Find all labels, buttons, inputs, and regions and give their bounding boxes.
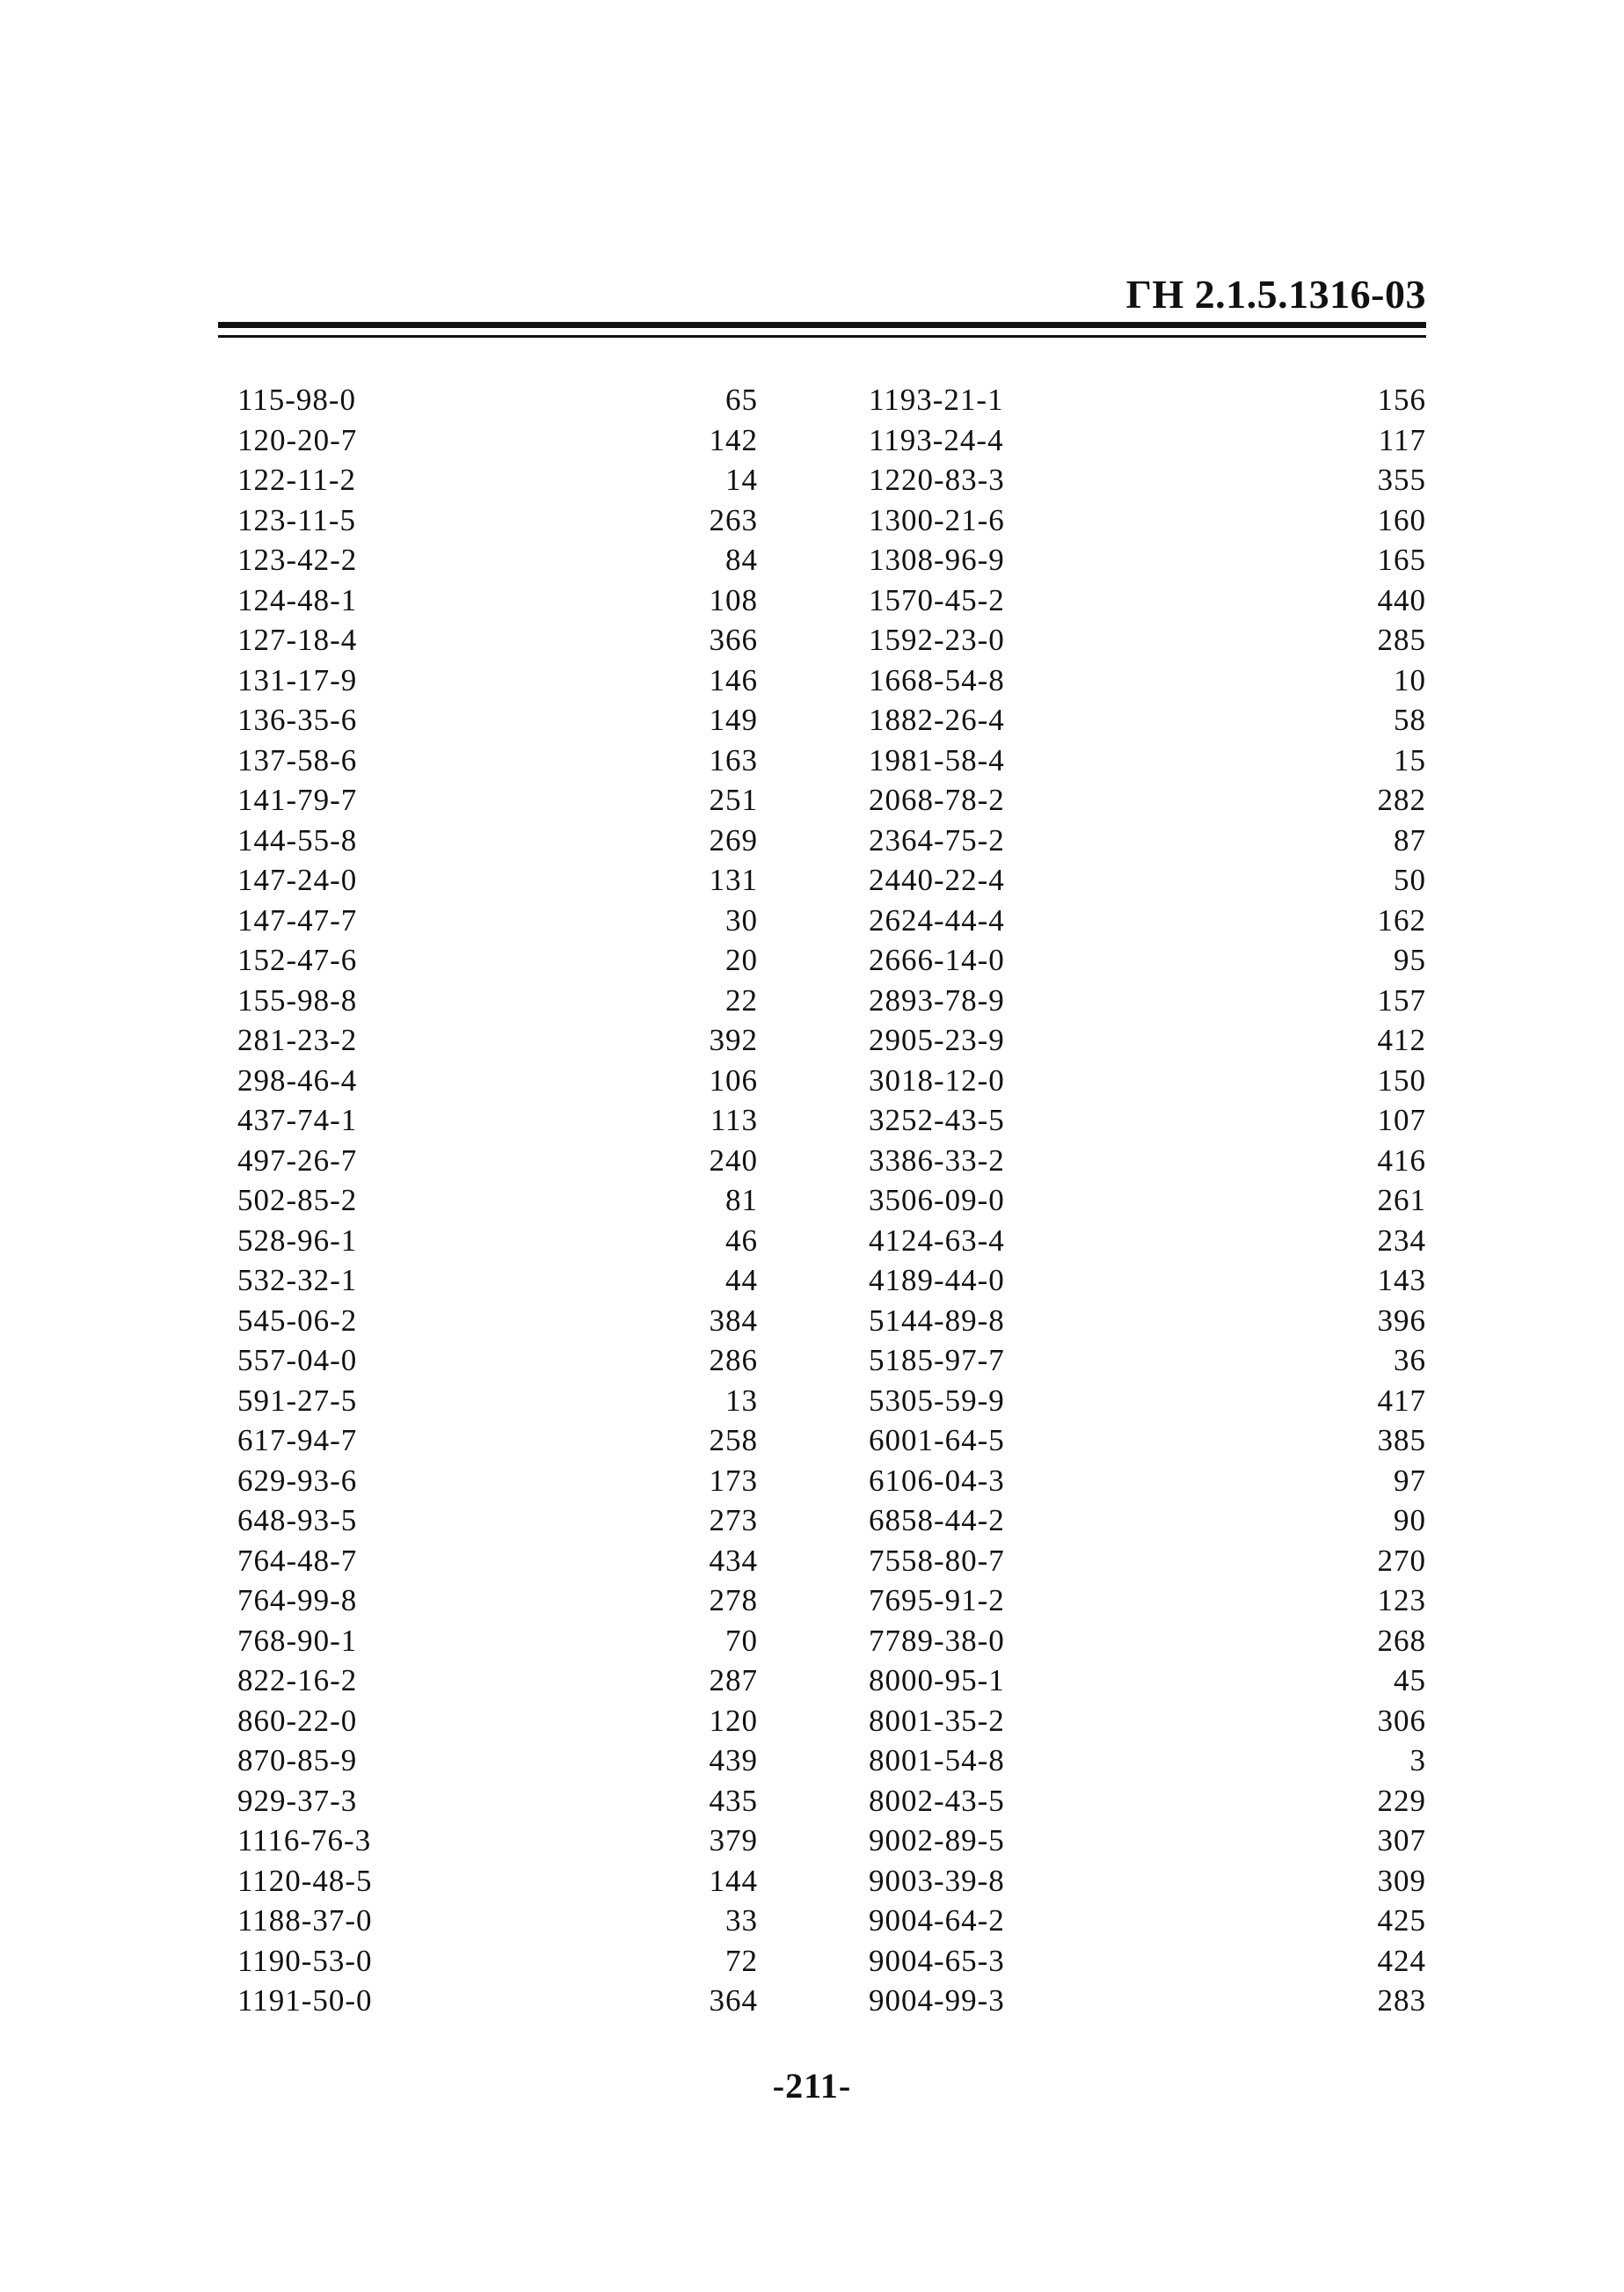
cas-number-right: 1300-21-6 — [869, 502, 1005, 537]
cas-number-right: 7695-91-2 — [869, 1583, 1005, 1617]
cas-number-left: 545-06-2 — [237, 1303, 358, 1338]
cas-number-right: 1668-54-8 — [869, 662, 1005, 697]
cas-number-right: 2666-14-0 — [869, 943, 1005, 977]
page-ref-left: 70 — [725, 1623, 758, 1658]
page-ref-left: 392 — [709, 1023, 758, 1057]
table-row — [218, 1340, 1426, 1381]
page-ref-right: 355 — [1377, 463, 1426, 497]
cas-number-left: 147-24-0 — [237, 863, 358, 897]
cas-index-table — [218, 380, 1426, 2021]
cas-number-right: 2905-23-9 — [869, 1023, 1005, 1057]
cas-number-right: 6858-44-2 — [869, 1503, 1005, 1537]
table-row — [218, 1141, 1426, 1181]
cas-number-left: 123-42-2 — [237, 543, 358, 577]
table-row — [218, 1461, 1426, 1501]
table-row — [218, 1741, 1426, 1781]
page-ref-right: 3 — [1409, 1743, 1426, 1777]
cas-number-left: 152-47-6 — [237, 943, 358, 977]
page-ref-left: 258 — [709, 1423, 758, 1457]
cas-number-left: 764-48-7 — [237, 1543, 358, 1578]
table-row — [218, 1541, 1426, 1581]
cas-number-left: 497-26-7 — [237, 1142, 358, 1178]
cas-number-left: 870-85-9 — [237, 1743, 358, 1777]
page-ref-right: 385 — [1377, 1423, 1426, 1457]
page-ref-right: 268 — [1377, 1623, 1426, 1658]
cas-number-left: 617-94-7 — [237, 1423, 358, 1457]
cas-number-left: 528-96-1 — [237, 1223, 358, 1258]
cas-number-left: 822-16-2 — [237, 1663, 358, 1697]
cas-number-right: 3252-43-5 — [869, 1103, 1005, 1137]
cas-number-right: 7558-80-7 — [869, 1543, 1005, 1578]
page-ref-right: 309 — [1377, 1863, 1426, 1898]
page-ref-right: 261 — [1377, 1183, 1426, 1217]
page-ref-left: 146 — [709, 662, 758, 697]
cas-number-left: 120-20-7 — [237, 422, 358, 457]
page-ref-right: 416 — [1377, 1142, 1426, 1178]
table-row — [218, 1861, 1426, 1901]
cas-number-right: 4189-44-0 — [869, 1263, 1005, 1297]
page-ref-left: 33 — [725, 1903, 758, 1938]
cas-number-left: 147-47-7 — [237, 902, 358, 938]
page-ref-right: 143 — [1377, 1263, 1426, 1297]
cas-number-left: 768-90-1 — [237, 1623, 358, 1658]
table-row — [218, 1061, 1426, 1101]
document-code: ГН 2.1.5.1316-03 — [1125, 272, 1426, 317]
cas-number-right: 2440-22-4 — [869, 863, 1005, 897]
cas-number-right: 9004-99-3 — [869, 1983, 1005, 2018]
page-ref-left: 106 — [709, 1062, 758, 1098]
page-ref-right: 283 — [1377, 1983, 1426, 2018]
cas-number-left: 502-85-2 — [237, 1183, 358, 1217]
table-row — [218, 580, 1426, 621]
table-row — [218, 540, 1426, 580]
page-ref-right: 107 — [1377, 1103, 1426, 1137]
page-ref-right: 15 — [1394, 742, 1426, 777]
cas-number-right: 9002-89-5 — [869, 1823, 1005, 1858]
cas-number-right: 9004-65-3 — [869, 1943, 1005, 1978]
cas-number-right: 9003-39-8 — [869, 1863, 1005, 1898]
cas-number-left: 137-58-6 — [237, 742, 358, 777]
cas-number-left: 131-17-9 — [237, 662, 358, 697]
page-ref-right: 160 — [1377, 502, 1426, 537]
table-row — [218, 420, 1426, 461]
page-ref-left: 240 — [709, 1142, 758, 1178]
page-ref-left: 144 — [709, 1863, 758, 1898]
table-row — [218, 1621, 1426, 1661]
cas-number-left: 281-23-2 — [237, 1023, 358, 1057]
page-ref-left: 131 — [709, 863, 758, 897]
table-row — [218, 1661, 1426, 1701]
cas-number-right: 2068-78-2 — [869, 783, 1005, 817]
cas-number-right: 2364-75-2 — [869, 822, 1005, 858]
table-row — [218, 1580, 1426, 1621]
table-row — [218, 1981, 1426, 2021]
table-row — [218, 981, 1426, 1021]
page-ref-right: 396 — [1377, 1303, 1426, 1338]
page-ref-right: 417 — [1377, 1383, 1426, 1418]
cas-number-left: 123-11-5 — [237, 502, 357, 537]
page-ref-left: 286 — [709, 1343, 758, 1377]
cas-number-right: 1592-23-0 — [869, 623, 1005, 657]
page-ref-right: 270 — [1377, 1543, 1426, 1578]
table-row — [218, 1500, 1426, 1541]
page-ref-left: 251 — [709, 783, 758, 817]
page-ref-right: 440 — [1377, 582, 1426, 617]
page-ref-right: 307 — [1377, 1823, 1426, 1858]
page-ref-right: 412 — [1377, 1023, 1426, 1057]
page-ref-left: 364 — [709, 1983, 758, 2018]
cas-number-right: 1193-24-4 — [869, 422, 1004, 457]
cas-number-right: 3506-09-0 — [869, 1183, 1005, 1217]
cas-number-right: 1882-26-4 — [869, 703, 1005, 737]
page-ref-right: 90 — [1394, 1503, 1426, 1537]
page-ref-left: 14 — [725, 463, 758, 497]
table-row — [218, 741, 1426, 781]
table-row — [218, 1701, 1426, 1741]
page-ref-right: 425 — [1377, 1903, 1426, 1938]
table-row — [218, 460, 1426, 500]
cas-number-right: 6106-04-3 — [869, 1463, 1005, 1498]
page-ref-left: 30 — [725, 902, 758, 938]
cas-number-left: 122-11-2 — [237, 463, 357, 497]
page-ref-left: 273 — [709, 1503, 758, 1537]
cas-number-left: 144-55-8 — [237, 822, 358, 858]
table-row — [218, 1301, 1426, 1341]
page-ref-left: 13 — [725, 1383, 758, 1418]
page-ref-left: 435 — [709, 1783, 758, 1818]
page-ref-right: 150 — [1377, 1062, 1426, 1098]
table-row — [218, 500, 1426, 541]
cas-number-left: 298-46-4 — [237, 1062, 358, 1098]
page-ref-left: 81 — [725, 1183, 758, 1217]
table-row — [218, 1260, 1426, 1301]
page-ref-left: 366 — [709, 623, 758, 657]
cas-number-left: 591-27-5 — [237, 1383, 358, 1418]
cas-number-left: 124-48-1 — [237, 582, 358, 617]
page-ref-right: 165 — [1377, 543, 1426, 577]
table-row — [218, 1221, 1426, 1261]
page-ref-right: 36 — [1394, 1343, 1426, 1377]
table-row — [218, 901, 1426, 941]
cas-number-left: 648-93-5 — [237, 1503, 358, 1537]
page-ref-left: 287 — [709, 1663, 758, 1697]
page-number: -211- — [772, 2066, 852, 2106]
cas-number-right: 2893-78-9 — [869, 982, 1005, 1018]
page-ref-right: 95 — [1394, 943, 1426, 977]
page-ref-left: 434 — [709, 1543, 758, 1578]
cas-number-right: 9004-64-2 — [869, 1903, 1005, 1938]
table-row — [218, 661, 1426, 701]
cas-number-right: 3386-33-2 — [869, 1142, 1005, 1178]
table-row — [218, 700, 1426, 741]
page-ref-left: 113 — [710, 1103, 758, 1137]
cas-number-left: 1191-50-0 — [237, 1983, 373, 2018]
page-ref-right: 306 — [1377, 1703, 1426, 1738]
cas-number-left: 115-98-0 — [237, 383, 357, 417]
page-ref-right: 58 — [1394, 703, 1426, 737]
cas-number-left: 929-37-3 — [237, 1783, 358, 1818]
table-row — [218, 1821, 1426, 1861]
cas-number-right: 8001-35-2 — [869, 1703, 1005, 1738]
table-row — [218, 780, 1426, 821]
cas-number-right: 2624-44-4 — [869, 902, 1005, 938]
page-ref-left: 263 — [709, 502, 758, 537]
page-ref-left: 44 — [725, 1263, 758, 1297]
page-ref-left: 439 — [709, 1743, 758, 1777]
cas-number-left: 1120-48-5 — [237, 1863, 373, 1898]
cas-number-right: 3018-12-0 — [869, 1062, 1005, 1098]
page-ref-left: 142 — [709, 422, 758, 457]
table-row — [218, 860, 1426, 901]
cas-number-right: 8001-54-8 — [869, 1743, 1005, 1777]
page-ref-right: 10 — [1394, 662, 1426, 697]
cas-number-left: 557-04-0 — [237, 1343, 358, 1377]
cas-number-left: 141-79-7 — [237, 783, 358, 817]
cas-number-right: 1220-83-3 — [869, 463, 1005, 497]
page-ref-left: 84 — [725, 543, 758, 577]
table-row — [218, 1020, 1426, 1061]
page-ref-left: 379 — [709, 1823, 758, 1858]
page-ref-left: 72 — [725, 1943, 758, 1978]
cas-number-right: 1193-21-1 — [869, 383, 1004, 417]
page-ref-right: 156 — [1377, 383, 1426, 417]
cas-number-left: 437-74-1 — [237, 1103, 358, 1137]
page-ref-right: 123 — [1377, 1583, 1426, 1617]
cas-number-right: 5305-59-9 — [869, 1383, 1005, 1418]
cas-number-right: 5185-97-7 — [869, 1343, 1005, 1377]
header-rule-thin — [218, 335, 1426, 338]
page-ref-left: 173 — [709, 1463, 758, 1498]
cas-number-left: 1188-37-0 — [237, 1903, 373, 1938]
table-row — [218, 620, 1426, 661]
table-row — [218, 1381, 1426, 1421]
page-ref-left: 149 — [709, 703, 758, 737]
cas-number-right: 5144-89-8 — [869, 1303, 1005, 1338]
page-ref-right: 87 — [1394, 822, 1426, 858]
page-ref-left: 20 — [725, 943, 758, 977]
cas-number-left: 155-98-8 — [237, 982, 358, 1018]
page-ref-left: 384 — [709, 1303, 758, 1338]
table-row — [218, 1100, 1426, 1141]
table-row — [218, 1781, 1426, 1821]
table-row — [218, 1941, 1426, 1982]
table-row — [218, 380, 1426, 420]
page-ref-left: 22 — [725, 982, 758, 1018]
page-ref-right: 45 — [1394, 1663, 1426, 1697]
page-ref-left: 163 — [709, 742, 758, 777]
page-ref-left: 278 — [709, 1583, 758, 1617]
page-ref-right: 162 — [1377, 902, 1426, 938]
table-row — [218, 1180, 1426, 1221]
page-ref-right: 234 — [1377, 1223, 1426, 1258]
page-ref-left: 108 — [709, 582, 758, 617]
page-ref-right: 50 — [1394, 863, 1426, 897]
cas-number-left: 1190-53-0 — [237, 1943, 373, 1978]
cas-number-left: 136-35-6 — [237, 703, 358, 737]
cas-number-right: 6001-64-5 — [869, 1423, 1005, 1457]
cas-number-left: 127-18-4 — [237, 623, 358, 657]
page-ref-right: 229 — [1377, 1783, 1426, 1818]
cas-number-right: 1570-45-2 — [869, 582, 1005, 617]
page-ref-right: 157 — [1377, 982, 1426, 1018]
page-ref-left: 120 — [709, 1703, 758, 1738]
cas-number-right: 1981-58-4 — [869, 742, 1005, 777]
cas-number-right: 4124-63-4 — [869, 1223, 1005, 1258]
table-row — [218, 1901, 1426, 1941]
header-rule-thick — [218, 322, 1426, 328]
cas-number-right: 8002-43-5 — [869, 1783, 1005, 1818]
cas-number-left: 1116-76-3 — [237, 1823, 372, 1858]
page-ref-right: 285 — [1377, 623, 1426, 657]
page-ref-left: 46 — [725, 1223, 758, 1258]
cas-number-right: 1308-96-9 — [869, 543, 1005, 577]
cas-number-left: 532-32-1 — [237, 1263, 358, 1297]
page-ref-left: 269 — [709, 822, 758, 858]
table-row — [218, 821, 1426, 861]
table-row — [218, 1420, 1426, 1461]
page-ref-right: 97 — [1394, 1463, 1426, 1498]
page-ref-right: 282 — [1377, 783, 1426, 817]
table-row — [218, 940, 1426, 981]
page-ref-right: 117 — [1378, 422, 1426, 457]
cas-number-right: 7789-38-0 — [869, 1623, 1005, 1658]
cas-number-left: 764-99-8 — [237, 1583, 358, 1617]
page-ref-right: 424 — [1377, 1943, 1426, 1978]
page-ref-left: 65 — [725, 383, 758, 417]
cas-number-right: 8000-95-1 — [869, 1663, 1005, 1697]
cas-number-left: 629-93-6 — [237, 1463, 358, 1498]
cas-number-left: 860-22-0 — [237, 1703, 358, 1738]
